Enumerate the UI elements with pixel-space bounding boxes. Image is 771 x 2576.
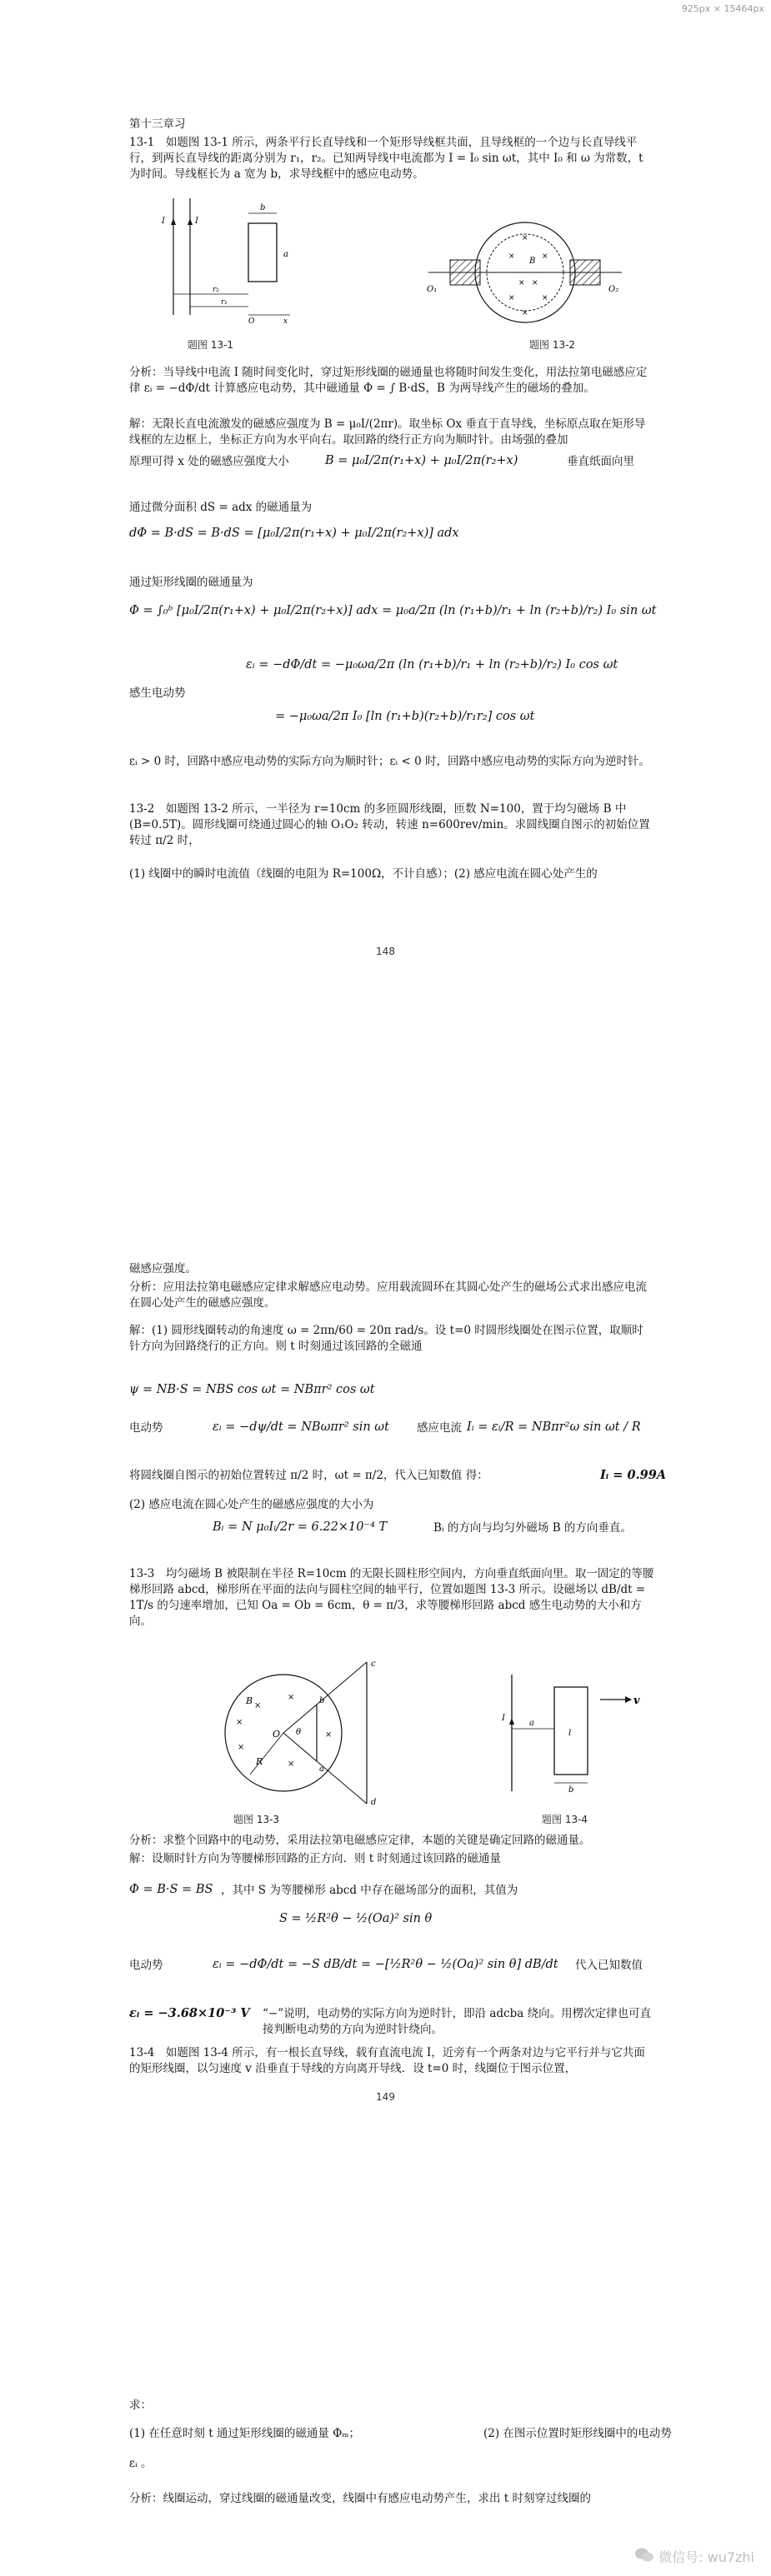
problem-13-3-solution-1b: ，其中 S 为等腰梯形 abcd 中存在磁场部分的面积，其值为 — [221, 1884, 518, 1897]
svg-text:O: O — [248, 317, 255, 326]
equation-b-field: B = μ₀I/2π(r₁+x) + μ₀I/2π(r₂+x) — [325, 454, 518, 467]
problem-13-3-solution-1: 解：设顺时针方向为等腰梯形回路的正方向．则 t 时刻通过该回路的磁通量 — [129, 1852, 502, 1865]
figure-13-2-caption: 题图 13-2 — [529, 339, 576, 351]
emf-label-3: 电动势 — [129, 1959, 163, 1972]
svg-text:×: × — [522, 309, 528, 317]
problem-13-2-continued: 磁感应强度。 — [129, 1262, 197, 1276]
equation-emf-1: εᵢ = −dΦ/dt = −μ₀ωa/2π (ln (r₁+b)/r₁ + ln (r₂+b)/r₂) I₀ cos ωt — [246, 658, 618, 671]
problem-13-3-text: 13-3 均匀磁场 B 被限制在半径 R=10cm 的无限长圆柱形空间内，方向垂直纸面向里。取一固定的等腰梯形回路 abcd，梯形所在平面的法向与圆柱空间的轴平行，位置如题图 13-3 所示。设磁场以 dB/dt = 1T/s 的匀速率增加，已知 Oa = Ob = 6cm，θ = π/3，求等腰梯形回路 abcd 感生电动势的大小和方向。 — [129, 1567, 654, 1628]
problem-13-1-solution-1: 解：无限长直电流激发的磁感应强度为 B = μ₀I/(2πr)。取坐标 Ox 垂直于直导线，坐标原点取在矩形导线框的左边框上，坐标正方向为水平向右。取回路的绕行正方向为顺时针。由场强的叠加 — [129, 417, 646, 447]
equation-emf-2: = −μ₀ωa/2π I₀ [ln (r₁+b)(r₂+b)/r₁r₂] cos ωt — [275, 710, 535, 723]
problem-13-4-question-2b: εᵢ 。 — [129, 2457, 153, 2470]
equation-current: Iᵢ = εᵢ/R = NBπr²ω sin ωt / R — [467, 1420, 641, 1434]
svg-text:b: b — [260, 203, 266, 212]
svg-text:O₂: O₂ — [608, 285, 619, 294]
problem-13-2-text: 13-2 如题图 13-2 所示，一半径为 r=10cm 的多匝圆形线圈，匝数 N=100，置于均匀磁场 B 中(B=0.5T)。圆形线圈可绕通过圆心的轴 O₁O₂ 转动，转速 n=600rev/min。求圆线圈自图示的初始位置转过 π/2 时， — [129, 802, 650, 847]
svg-text:a: a — [319, 1765, 324, 1774]
svg-text:×: × — [325, 1730, 333, 1740]
page-150 — [0, 2324, 771, 2576]
result-current: Iᵢ = 0.99A — [600, 1468, 667, 1482]
svg-text:I: I — [502, 1714, 505, 1723]
svg-text:b: b — [319, 1696, 325, 1705]
svg-text:B: B — [529, 257, 536, 266]
problem-13-2-part-2: (2) 感应电流在圆心处产生的磁感应强度的大小为 — [129, 1498, 374, 1511]
problem-13-2-solution-1: 解：(1) 圆形线圈转动的角速度 ω = 2πn/60 = 20π rad/s。设 t=0 时圆形线圈处在图示位置，取顺时针方向为回路绕行的正方向。则 t 时刻通过该回路的全磁通 — [129, 1324, 643, 1353]
svg-text:×: × — [508, 252, 515, 261]
bi-direction: Bᵢ 的方向与均匀外磁场 B 的方向垂直。 — [433, 1521, 632, 1535]
figure-13-4-caption: 题图 13-4 — [542, 1814, 588, 1825]
substitution-note: 代入已知数值 — [575, 1959, 643, 1972]
svg-text:×: × — [518, 279, 525, 287]
svg-text:×: × — [254, 1701, 262, 1710]
equation-phi: Φ = ∫₀ᵇ [μ₀I/2π(r₁+x) + μ₀I/2π(r₂+x)] adx = μ₀a/2π (ln (r₁+b)/r₁ + ln (r₂+b)/r₂) I₀ sin ωt — [129, 604, 657, 617]
svg-text:l: l — [568, 1729, 572, 1738]
svg-text:O₁: O₁ — [427, 285, 438, 294]
svg-text:r₁: r₁ — [221, 298, 228, 307]
svg-text:r₂: r₂ — [213, 286, 219, 294]
svg-text:×: × — [288, 1760, 295, 1769]
svg-text:×: × — [542, 294, 548, 302]
problem-13-1-conclusion: εᵢ > 0 时，回路中感应电动势的实际方向为顺时针；εᵢ < 0 时，回路中感应电动势的实际方向为逆时针。 — [129, 755, 650, 768]
wechat-icon — [635, 2548, 653, 2566]
figure-13-3-caption: 题图 13-3 — [233, 1814, 280, 1825]
problem-13-4-question-1: (1) 在任意时刻 t 通过矩形线圈的磁通量 Φₘ； — [129, 2427, 361, 2440]
emf-label-2: 电动势 — [129, 1421, 163, 1435]
svg-text:θ: θ — [296, 1728, 302, 1737]
figure-13-1-caption: 题图 13-1 — [188, 339, 234, 351]
page-149 — [0, 1250, 771, 2191]
result-emf-13-3: εᵢ = −3.68×10⁻³ V — [129, 2006, 250, 2020]
svg-text:x: x — [283, 317, 288, 326]
svg-text:v: v — [633, 1695, 640, 1707]
svg-text:a: a — [529, 1719, 534, 1728]
equation-emf-13-3: εᵢ = −dΦ/dt = −S dB/dt = −[½R²θ − ½(Oa)² sin θ] dB/dt — [213, 1958, 558, 1971]
equation-emf-13-2: εᵢ = −dψ/dt = NBωπr² sin ωt — [213, 1420, 389, 1434]
emf-label: 感生电动势 — [129, 686, 186, 700]
problem-13-2-analysis: 分析：应用法拉第电磁感应定律求解感应电动势。应用载流圆环在其圆心处产生的磁场公式求出感应电流在圆心处产生的磁感应强度。 — [129, 1281, 647, 1310]
svg-text:a: a — [283, 250, 288, 259]
svg-text:O: O — [273, 1729, 281, 1740]
chapter-title: 第十三章习 — [129, 117, 186, 131]
equation-psi: ψ = NB·S = NBS cos ωt = NBπr² cos ωt — [129, 1383, 375, 1396]
equation-dphi: dΦ = B·dS = B·dS = [μ₀I/2π(r₁+x) + μ₀I/2π(r₂+x)] adx — [129, 527, 459, 540]
problem-13-1-solution-3: 通过微分面积 dS = adx 的磁通量为 — [129, 501, 313, 514]
svg-text:×: × — [238, 1743, 245, 1752]
problem-13-4-text: 13-4 如题图 13-4 所示，有一根长直导线，载有直流电流 I，近旁有一个两条对边与它平行并与它共面的矩形线圈，以匀速度 v 沿垂直于导线的方向离开导线．设 t=0 时，线圈位于图示位置， — [129, 2046, 645, 2075]
problem-13-1-solution-4: 通过矩形线圈的磁通量为 — [129, 576, 253, 589]
problem-13-2-solution-2: 将圆线圈自图示的初始位置转过 π/2 时，ωt = π/2，代入已知数值 得： — [129, 1469, 488, 1482]
direction-note: 垂直纸面向里 — [567, 455, 634, 468]
problem-13-3-analysis: 分析：求整个回路中的电动势，采用法拉第电磁感应定律，本题的关键是确定回路的磁通量。 — [129, 1834, 591, 1847]
current-label: 感应电流 — [417, 1421, 462, 1435]
svg-text:×: × — [532, 279, 538, 287]
svg-text:c: c — [371, 1660, 376, 1669]
svg-text:R: R — [256, 1756, 263, 1767]
svg-text:B: B — [246, 1695, 253, 1706]
svg-text:×: × — [542, 252, 548, 261]
wechat-watermark — [635, 2547, 754, 2566]
figure-13-1 — [150, 190, 325, 332]
figure-13-4 — [500, 1670, 642, 1795]
svg-text:d: d — [371, 1798, 377, 1807]
problem-13-3-note: “−”说明，电动势的实际方向为逆时针，即沿 adcba 绕向。用楞次定律也可直接判断电动势的方向为逆时针绕向。 — [263, 2007, 652, 2036]
svg-text:b: b — [568, 1785, 574, 1795]
problem-13-4-analysis: 分析：线圈运动，穿过线圈的磁通量改变，线圈中有感应电动势产生，求出 t 时刻穿过线圈的 — [129, 2492, 592, 2505]
svg-text:×: × — [522, 234, 528, 242]
problem-13-1-analysis: 分析：当导线中电流 I 随时间变化时，穿过矩形线圈的磁通量也将随时间发生变化，用法拉第电磁感应定律 εᵢ = −dΦ/dt 计算感应电动势，其中磁通量 Φ = ∫ B·dS，B 为两导线产生的磁场的叠加。 — [129, 366, 648, 395]
svg-text:×: × — [508, 294, 515, 302]
figure-13-3 — [204, 1658, 396, 1808]
problem-13-4-question-2: (2) 在图示位置时矩形线圈中的电动势 — [483, 2427, 672, 2440]
equation-s: S = ½R²θ − ½(Oa)² sin θ — [279, 1912, 433, 1925]
page-number-148: 148 — [376, 946, 395, 957]
problem-13-4-ask: 求： — [129, 2399, 152, 2412]
svg-text:×: × — [236, 1718, 243, 1727]
problem-13-1-text: 13-1 如题图 13-1 所示，两条平行长直导线和一个矩形导线框共面，且导线框的一个边与长直导线平行，到两长直导线的距离分别为 r₁，r₂。已知两导线中电流都为 I = I₀ sin ωt，其中 I₀ 和 ω 为常数，t 为时间。导线框长为 a 宽为 b，求导线框中的感应电动势。 — [129, 136, 643, 181]
equation-bi: Bᵢ = N μ₀Iᵢ/2r = 6.22×10⁻⁴ T — [213, 1520, 388, 1534]
svg-text:I: I — [195, 217, 198, 226]
equation-phi-13-3: Φ = B·S = BS — [129, 1883, 213, 1896]
problem-13-1-solution-2: 原理可得 x 处的磁感应强度大小 — [129, 455, 289, 468]
svg-text:×: × — [288, 1693, 295, 1702]
problem-13-2-text-2: (1) 线圈中的瞬时电流值（线圈的电阻为 R=100Ω，不计自感）；(2) 感应电流在圆心处产生的 — [129, 867, 598, 881]
svg-text:I: I — [162, 217, 165, 226]
page-number-149: 149 — [376, 2091, 395, 2103]
page-148 — [0, 0, 771, 1125]
image-size-label: 925px × 15464px — [681, 3, 764, 14]
watermark-text: 微信号: wu7zhi — [658, 2549, 754, 2565]
figure-13-2 — [425, 208, 625, 342]
